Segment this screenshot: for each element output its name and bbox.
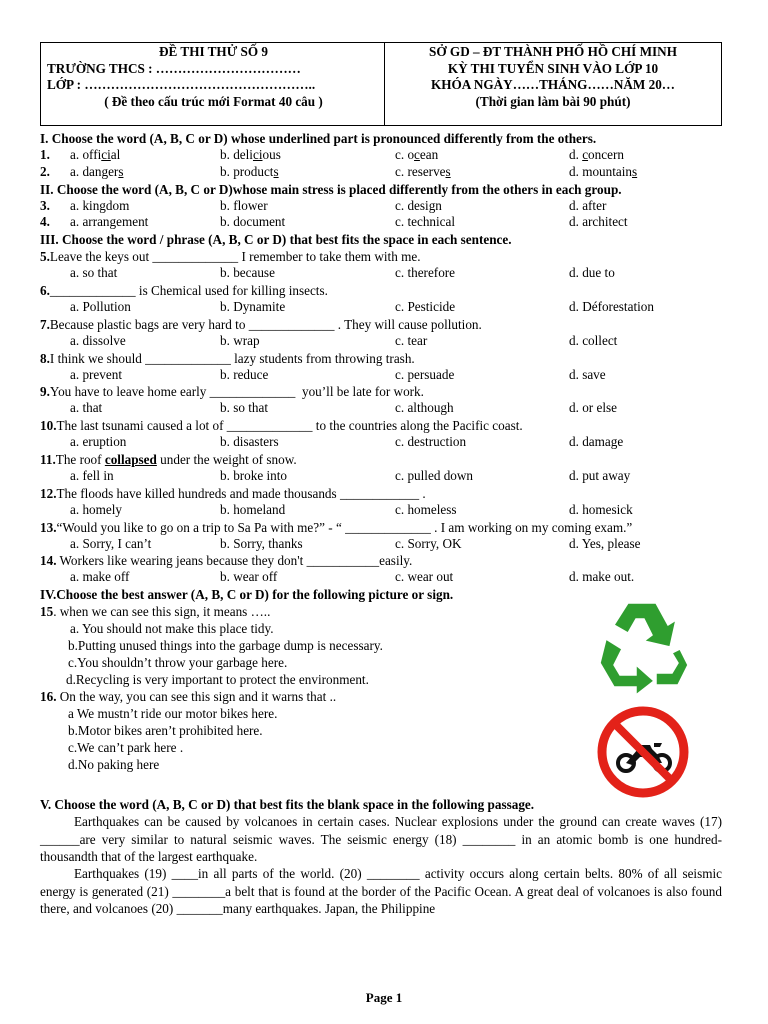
question-11: 11.The roof collapsed under the weight of snow.	[40, 451, 297, 467]
question-9: 9.You have to leave home early _____________ you’ll be late for work.	[40, 384, 424, 400]
question-10: 10.The last tsunami caused a lot of _____________ to the countries along the Pacific coast.	[40, 418, 523, 434]
question-15-option-b: b.Putting unused things into the garbage dump is necessary.	[68, 638, 383, 654]
section-4-heading: IV.Choose the best answer (A, B, C or D) for the following picture or sign.	[40, 587, 454, 603]
question-16-option-a: a We mustn’t ride our motor bikes here.	[68, 706, 278, 722]
question-15-option-a: a. You should not make this place tidy.	[70, 621, 274, 637]
question-5: 5.Leave the keys out _____________ I remember to take them with me.	[40, 249, 421, 265]
question-6: 6._____________ is Chemical used for killing insects.	[40, 282, 328, 298]
exam-header	[40, 42, 722, 126]
section-1-heading: I. Choose the word (A, B, C or D) whose underlined part is pronounced differently from the others.	[40, 131, 597, 146]
question-4: 4. a. arrangement b. document c. technical d. architect	[40, 214, 628, 230]
sign-questions	[40, 603, 722, 788]
department: SỞ GD – ĐT THÀNH PHỐ HỒ CHÍ MINH	[429, 44, 677, 59]
question-3: 3. a. kingdom b. flower c. design d. after	[40, 197, 607, 213]
question-14-options: a. make off b. wear off c. wear out d. make out.	[70, 569, 635, 585]
passage-paragraph-2: Earthquakes (19) ____in all parts of the world. (20) ________ activity occurs along certain belts. 80% of all seismic energy is generated (21) ________a belt that is found at the border of the Pacific Ocean. A great deal of volcanoes is also found there, and volcanoes (20) _______many earthquakes. Japan, the Philippine	[40, 866, 722, 917]
question-16-option-b: b.Motor bikes aren’t prohibited here.	[68, 723, 263, 739]
page-number: Page 1	[365, 990, 403, 1005]
exam-page	[40, 42, 722, 918]
exam-date: KHÓA NGÀY……THÁNG……NĂM 20…	[431, 77, 675, 92]
header-left	[41, 43, 385, 125]
question-8-options: a. prevent b. reduce c. persuade d. save	[70, 366, 606, 382]
question-13-options: a. Sorry, I can’t b. Sorry, thanks c. Sorry, OK d. Yes, please	[70, 535, 641, 551]
question-16: 16. On the way, you can see this sign and it warns that ..	[40, 689, 337, 705]
question-7-options: a. dissolve b. wrap c. tear d. collect	[70, 332, 618, 348]
question-1: 1. a. official b. delicious c. ocean d. concern	[40, 147, 624, 162]
question-12-options: a. homely b. homeland c. homeless d. homesick	[70, 501, 633, 517]
question-7: 7.Because plastic bags are very hard to _____________ . They will cause pollution.	[40, 316, 482, 332]
recycle-icon	[592, 595, 692, 695]
question-16-option-d: d.No paking here	[68, 757, 160, 773]
exam-duration: (Thời gian làm bài 90 phút)	[475, 93, 631, 109]
question-12: 12.The floods have killed hundreds and made thousands ____________ .	[40, 485, 426, 501]
format-note: ( Đề theo cấu trúc mới Format 40 câu )	[104, 93, 323, 109]
exam-name: KỲ THI TUYỂN SINH VÀO LỚP 10	[447, 60, 659, 76]
question-13: 13.“Would you like to go on a trip to Sa Pa with me?” - “ _____________ . I am working on my coming exam.”	[40, 519, 633, 535]
question-10-options: a. eruption b. disasters c. destruction d. damage	[70, 434, 624, 450]
section-3-heading: III. Choose the word / phrase (A, B, C or D) that best fits the space in each sentence.	[40, 232, 512, 248]
passage-paragraph-1: Earthquakes can be caused by volcanoes in certain cases. Nuclear explosions under the ground can create waves (17) ______are very similar to natural seismic waves. The seismic energy (18) ________ in an atomic bomb is one hundred-thousandth that of the largest earthquake.	[40, 814, 722, 864]
question-16-option-c: c.We can’t park here .	[68, 740, 184, 756]
question-15-option-c: c.You shouldn’t throw your garbage here.	[68, 655, 288, 671]
question-15: 15. when we can see this sign, it means …..	[40, 604, 271, 620]
class-line: LỚP : ……………………………………………..	[47, 77, 316, 92]
question-15-option-d: d.Recycling is very important to protect the environment.	[66, 672, 369, 688]
question-5-options: a. so that b. because c. therefore d. due to	[70, 265, 615, 281]
question-9-options: a. that b. so that c. although d. or else	[70, 400, 617, 416]
question-11-options: a. fell in b. broke into c. pulled down d. put away	[70, 467, 631, 483]
section-5-heading: V. Choose the word (A, B, C or D) that best fits the blank space in the following passage.	[40, 797, 535, 813]
reading-passage	[40, 813, 722, 917]
question-14: 14. Workers like wearing jeans because they don't ___________easily.	[40, 553, 413, 569]
section-2-heading: II. Choose the word (A, B, C or D)whose main stress is placed differently from the others in each group.	[40, 181, 622, 197]
school-line: TRƯỜNG THCS : ……………………………	[47, 60, 301, 76]
question-8: 8.I think we should _____________ lazy students from throwing trash.	[40, 350, 415, 366]
question-2: 2. a. dangers b. products c. reserves d. mountains	[40, 163, 638, 179]
header-right	[385, 43, 721, 125]
question-6-options: a. Pollution b. Dynamite c. Pesticide d. Déforestation	[70, 298, 654, 314]
no-motorbike-sign-icon	[596, 705, 690, 799]
exam-title: ĐỀ THI THỬ SỐ 9	[159, 44, 268, 59]
